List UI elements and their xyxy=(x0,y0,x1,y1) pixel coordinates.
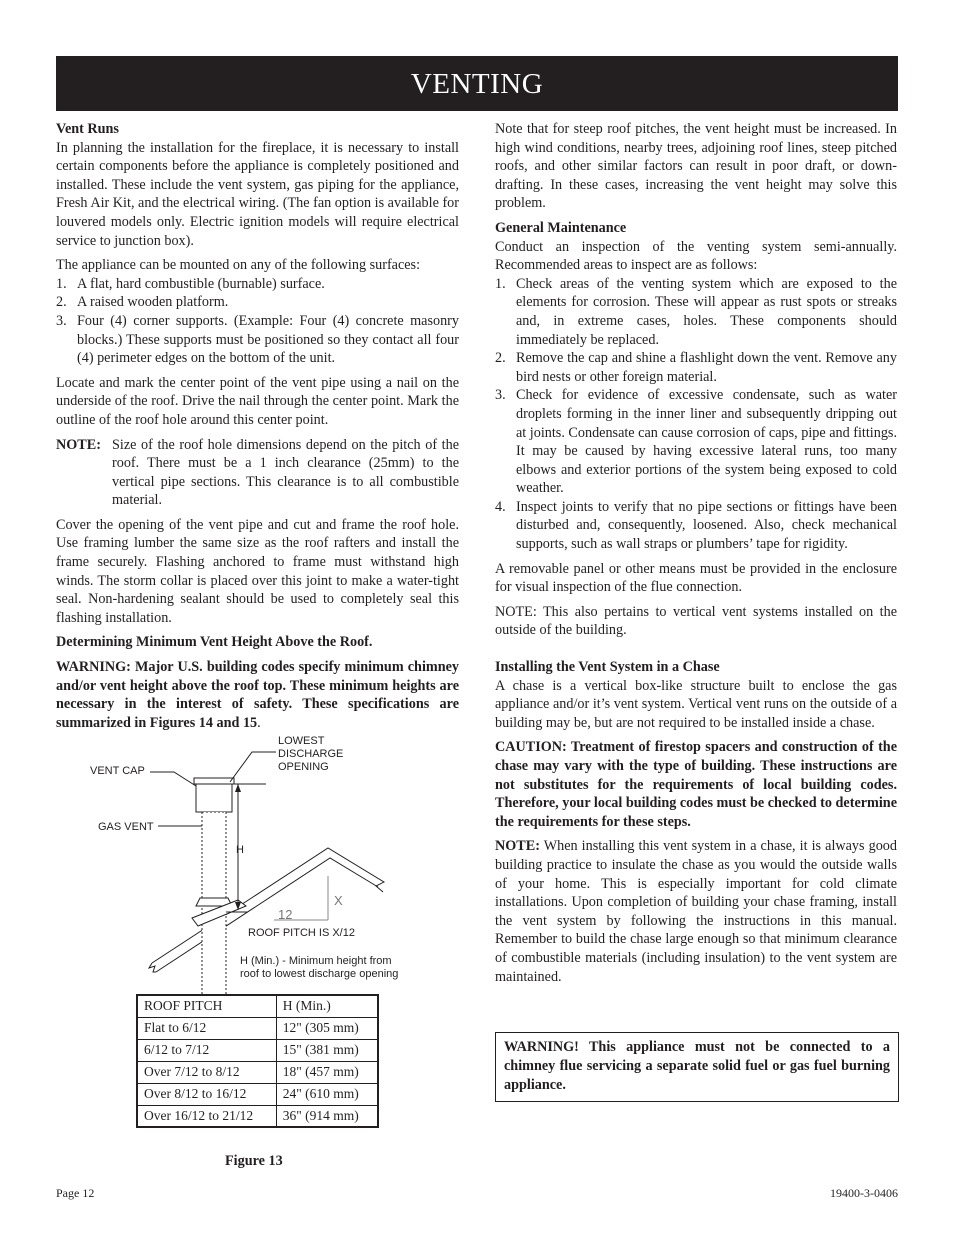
note-text: Size of the roof hole dimensions depend on the pitch of the roof. There must be a 1 inch clearance (25mm) to the vertical pipe sections. This clearance is to all combustible material. xyxy=(112,436,459,509)
roof-pitch-table xyxy=(136,994,379,1128)
gas-vent-label: GAS VENT xyxy=(98,821,154,833)
table-cell: Over 8/12 to 16/12 xyxy=(137,1083,276,1105)
table-header-cell: ROOF PITCH xyxy=(137,995,276,1017)
roof-broken-end xyxy=(149,963,156,972)
page-number: Page 12 xyxy=(56,1186,95,1200)
table-row xyxy=(137,1039,378,1061)
maintenance-heading: General Maintenance xyxy=(495,219,627,236)
vent-cap-leader xyxy=(150,772,196,786)
table-cell: 18" (457 mm) xyxy=(276,1061,378,1083)
table-row xyxy=(137,1061,378,1083)
list-text: A raised wooden platform. xyxy=(77,294,229,311)
h-arrow-top xyxy=(235,784,241,792)
table-cell: 24" (610 mm) xyxy=(276,1083,378,1105)
list-text: Four (4) corner supports. (Example: Four (4) concrete masonry blocks.) These supports must be positioned so they contact all four (4) perimeter edges on the bottom of the unit. xyxy=(77,312,459,367)
table-header-cell: H (Min.) xyxy=(276,995,378,1017)
note-label: NOTE: xyxy=(56,436,101,453)
table-cell: 36" (914 mm) xyxy=(276,1105,378,1127)
roof-outline xyxy=(152,848,384,963)
warning-text: WARNING: Major U.S. building codes specify minimum chimney and/or vent height above the roof top. These minimum heights are necessary in the interest of safety. These specifications are summarized in Figures 14 and 15 xyxy=(56,659,459,731)
maintenance-list xyxy=(495,275,897,554)
rise-x-label: X xyxy=(334,893,343,908)
note-text: When installing this vent system in a chase, it is always good building practice to insulate the chase as you would the outside walls of your home. This is especially important for cold climate installations. Upon completion of building your chase framing, install the vent system by following the instructions in this manual. Remember to build the chase large enough so that minimum clearance of combustible materials (including insulation) to the vent system are maintained. xyxy=(495,838,897,985)
warning-box xyxy=(495,1032,899,1102)
list-text: Check areas of the venting system which are exposed to the elements for corrosion. These will appear as rust spots or streaks and, in extreme cases, holes. These components should immediately be replaced. xyxy=(516,275,897,348)
chase-paragraph: A chase is a vertical box-like structure built to enclose the gas appliance and/or it’s vent system. Vertical vent runs on the outside of a building may be, but are not required to be installed inside a chase. xyxy=(495,677,897,731)
list-item xyxy=(495,498,897,554)
run-12-label: 12 xyxy=(278,907,293,922)
list-number: 2. xyxy=(56,294,67,311)
vent-cap-top xyxy=(194,778,234,784)
list-text: A flat, hard combustible (burnable) surface. xyxy=(77,275,325,292)
lowest-discharge-label: LOWEST DISCHARGE OPENING xyxy=(278,735,344,773)
warning-paragraph xyxy=(56,658,459,732)
vent-runs-heading: Vent Runs xyxy=(56,121,119,137)
table-cell: 6/12 to 7/12 xyxy=(137,1039,276,1061)
table-row xyxy=(137,1105,378,1127)
vent-cap-label: VENT CAP xyxy=(90,765,145,777)
table-row xyxy=(137,1017,378,1039)
list-number: 2. xyxy=(495,350,506,367)
list-number: 4. xyxy=(495,498,506,515)
list-item xyxy=(56,312,459,368)
table-cell: 15" (381 mm) xyxy=(276,1039,378,1061)
steep-roof-paragraph: Note that for steep roof pitches, the vent height must be increased. In high wind conditions, nearby trees, adjoining roof lines, steep pitched roofs, and other similar factors can result in poor draft, or down-drafting. In these cases, increasing the vent height may solve this problem. xyxy=(495,121,897,212)
roof-pitch-label: ROOF PITCH IS X/12 xyxy=(248,927,355,939)
mount-intro: The appliance can be mounted on any of the following surfaces: xyxy=(56,257,421,274)
vertical-vent-note: NOTE: This also pertains to vertical vent systems installed on the outside of the building. xyxy=(495,603,897,639)
list-item xyxy=(495,349,897,386)
list-number: 3. xyxy=(495,387,506,404)
chase-note-paragraph xyxy=(495,837,897,986)
note-label: NOTE: xyxy=(495,838,540,855)
list-item xyxy=(56,293,459,312)
table-cell: Flat to 6/12 xyxy=(137,1017,276,1039)
list-item xyxy=(56,275,459,294)
table-cell: 12" (305 mm) xyxy=(276,1017,378,1039)
removable-panel-paragraph: A removable panel or other means must be provided in the enclosure for visual inspection of the flue connection. xyxy=(495,560,897,596)
chase-heading: Installing the Vent System in a Chase xyxy=(495,659,720,676)
table-header-row xyxy=(137,995,378,1017)
list-text: Remove the cap and shine a flashlight down the vent. Remove any bird nests or other foreign material. xyxy=(516,350,897,385)
list-item xyxy=(495,386,897,498)
locate-paragraph: Locate and mark the center point of the vent pipe using a nail on the underside of the roof. Drive the nail through the center point. Mark the outline of the roof hole around this center point. xyxy=(56,374,459,428)
cover-paragraph: Cover the opening of the vent pipe and cut and frame the roof hole. Use framing lumber the same size as the roof rafters and install the frame securely. Flashing anchored to frame must withstand high winds. The storm collar is placed over this joint to make a water-tight seal. Non-hardening sealant should be used to completely seal this flashing installation. xyxy=(56,516,459,626)
warning-end: . xyxy=(257,714,261,731)
figure-13-diagram xyxy=(56,730,459,995)
right-column xyxy=(495,120,897,992)
mount-list xyxy=(56,275,459,368)
list-number: 3. xyxy=(56,312,67,329)
table-row xyxy=(137,1083,378,1105)
caution-paragraph: CAUTION: Treatment of firestop spacers and construction of the chase may vary with the type of building. These instructions are not substitutes for the requirements of local building codes. Therefore, your local building codes must be checked to determine the requirements for these steps. xyxy=(495,739,897,830)
list-text: Inspect joints to verify that no pipe sections or fittings have been disturbed and, consequently, loosened. Also, check mechanical supports, such as wall straps or plumbers’ tape for rigidity. xyxy=(516,498,897,553)
maintenance-intro: Conduct an inspection of the venting system semi-annually. Recommended areas to inspect are as follows: xyxy=(495,238,897,274)
figure-caption: Figure 13 xyxy=(225,1153,283,1169)
min-height-heading: Determining Minimum Vent Height Above the Roof. xyxy=(56,634,373,651)
document-number: 19400-3-0406 xyxy=(830,1186,898,1200)
h-min-note: H (Min.) - Minimum height from roof to lowest discharge opening xyxy=(240,955,399,980)
table-cell: Over 16/12 to 21/12 xyxy=(137,1105,276,1127)
vent-cap xyxy=(196,782,232,812)
note-block xyxy=(56,436,459,510)
vent-runs-paragraph: In planning the installation for the fireplace, it is necessary to install certain components before the appliance is completely positioned and installed. These include the vent system, gas piping for the appliance, Fresh Air Kit, and the electrical wiring. (The fan option is available for louvered models only. Electric ignition models will require electrical service to junction box). xyxy=(56,139,459,249)
spacer xyxy=(495,646,897,658)
list-item xyxy=(495,275,897,349)
list-text: Check for evidence of excessive condensate, such as water droplets forming in the inner liner and subsequently dripping out at joints. Condensate can cause corrosion of caps, pipe and fittings. It may be caused by having excessive lateral runs, too many elbows and exterior portions of the system being exposed to cold weather. xyxy=(516,387,897,497)
list-number: 1. xyxy=(495,275,506,292)
discharge-leader xyxy=(230,752,276,782)
section-title-banner xyxy=(56,56,898,111)
left-column xyxy=(56,120,459,738)
table-cell: Over 7/12 to 8/12 xyxy=(137,1061,276,1083)
section-title: VENTING xyxy=(410,68,544,100)
h-label: H xyxy=(236,844,244,856)
warning-box-text: WARNING! This appliance must not be connected to a chimney flue servicing a separate solid fuel or gas fuel burning appliance. xyxy=(504,1039,890,1093)
list-number: 1. xyxy=(56,275,67,292)
